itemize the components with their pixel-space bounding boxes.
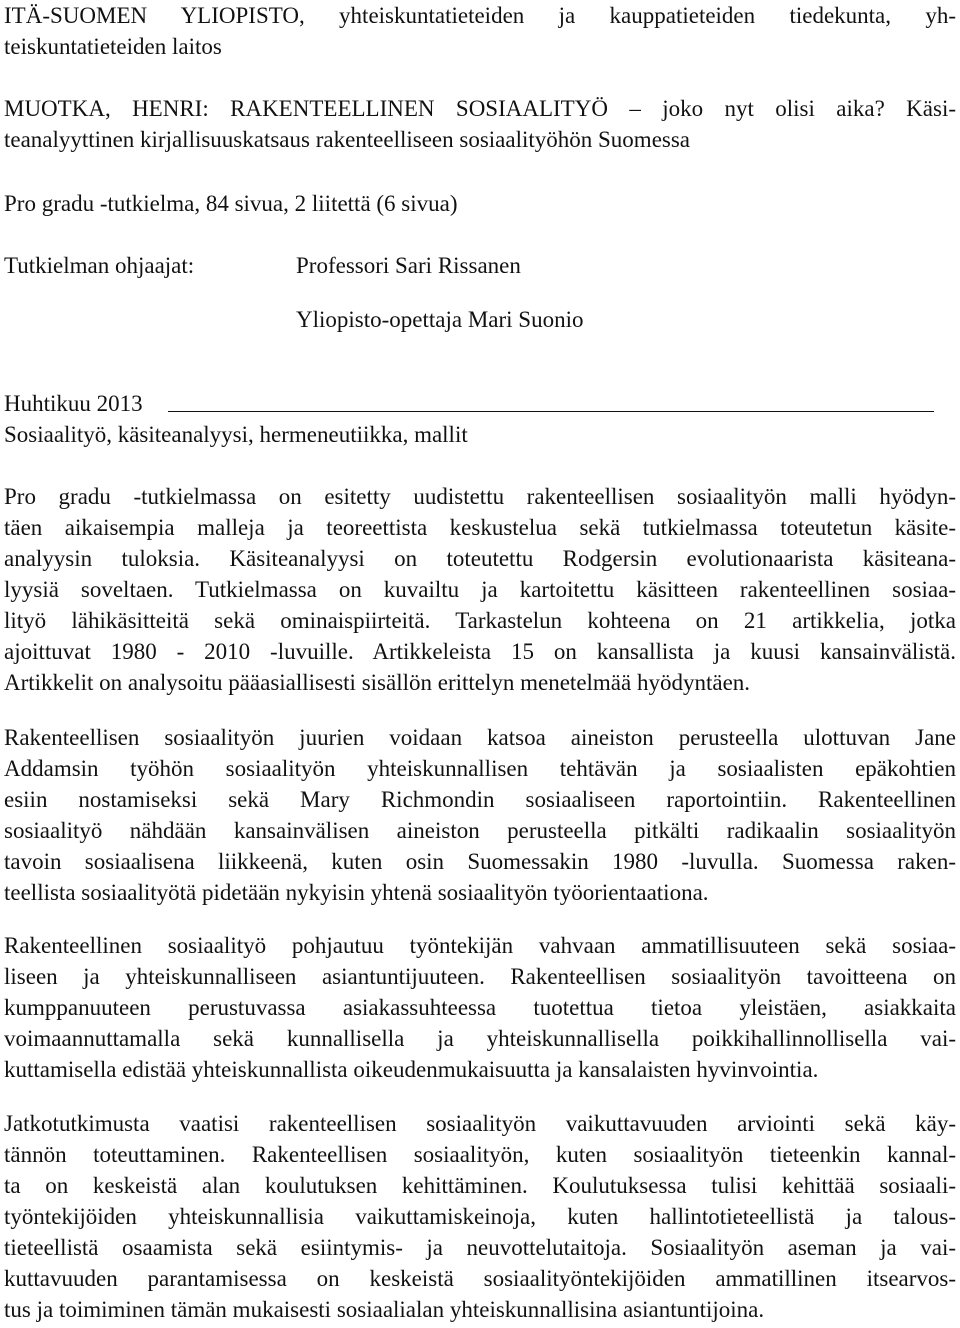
abstract-line: liseen ja yhteiskunnalliseen asiantuntijuuteen. Rakenteellisen sosiaalityön tavoitteena on: [4, 964, 956, 989]
abstract-line: Addamsin työhön sosiaalityön yhteiskunnallisen tehtävän ja sosiaalisten epäkohtien: [4, 756, 956, 781]
abstract-line: sosiaalityö nähdään kansainvälisen aineiston perusteella pitkälti radikaalin sosiaalityön: [4, 818, 956, 843]
thesis-title-line: teanalyyttinen kirjallisuuskatsaus rakenteelliseen sosiaalityöhön Suomessa: [4, 127, 691, 152]
abstract-line: tavoin sosiaalisena liikkeenä, kuten osin Suomessakin 1980 -luvulla. Suomessa raken-: [4, 849, 956, 874]
institution-line: ITÄ-SUOMEN YLIOPISTO, yhteiskuntatieteiden ja kauppatieteiden tiedekunta, yh-: [4, 3, 956, 28]
abstract-paragraph-1: [4, 481, 956, 698]
abstract-line: tieteellistä osaamista sekä esiintymis- ja neuvottelutaitoja. Sosiaalityön aseman ja vai-: [4, 1235, 956, 1260]
pages-info: Pro gradu -tutkielma, 84 sivua, 2 liitettä (6 sivua): [4, 191, 458, 216]
abstract-line: teellista sosiaalityötä pidetään nykyisin yhtenä sosiaalityön työorientaationa.: [4, 880, 709, 905]
abstract-line: voimaannuttamalla sekä kunnallisella ja yhteiskunnallisella poikkihallinnollisella vai-: [4, 1026, 956, 1051]
institution-line: teiskuntatieteiden laitos: [4, 34, 222, 59]
abstract-line: tus ja toimiminen tämän mukaisesti sosiaalialan yhteiskunnallisina asiantuntijoina.: [4, 1297, 765, 1322]
abstract-line: ajoittuvat 1980 - 2010 -luvuille. Artikkeleista 15 on kansallista ja kuusi kansainvälistä.: [4, 639, 956, 664]
institution-block: [4, 0, 956, 62]
abstract-line: Rakenteellinen sosiaalityö pohjautuu työntekijän vahvaan ammatillisuuteen sekä sosiaa-: [4, 933, 956, 958]
keywords: Sosiaalityö, käsiteanalyysi, hermeneutiikka, mallit: [4, 422, 468, 447]
abstract-line: analyysin tuloksia. Käsiteanalyysi on toteutettu Rodgersin evolutionaarista käsiteana-: [4, 546, 956, 571]
date: Huhtikuu 2013: [4, 391, 143, 416]
thesis-title-block: [4, 93, 956, 155]
abstract-line: kuttavuuden parantamisessa on keskeistä sosiaalityöntekijöiden ammatillinen itsearvos-: [4, 1266, 956, 1291]
abstract-line: työntekijöiden yhteiskunnallisia vaikuttamiskeinoja, kuten hallintotieteellistä ja talous-: [4, 1204, 956, 1229]
abstract-line: Rakenteellisen sosiaalityön juurien voidaan katsoa aineiston perusteella ulottuvan Jane: [4, 725, 956, 750]
abstract-line: kumppanuuteen perustuvassa asiakassuhteessa tuotettua tietoa yleistäen, asiakkaita: [4, 995, 956, 1020]
abstract-line: lityö lähikäsitteitä sekä ominaispiirteitä. Tarkastelun kohteena on 21 artikkelia, jotka: [4, 608, 956, 633]
abstract-paragraph-3: [4, 930, 956, 1085]
abstract-line: ta on keskeistä alan koulutuksen kehittäminen. Koulutuksessa tulisi kehittää sosiaali-: [4, 1173, 956, 1198]
date-underline: [168, 411, 934, 412]
abstract-line: Jatkotutkimusta vaatisi rakenteellisen sosiaalityön vaikuttavuuden arviointi sekä käy-: [4, 1111, 956, 1136]
abstract-paragraph-4: [4, 1108, 956, 1325]
supervisor-name: Yliopisto-opettaja Mari Suonio: [296, 307, 584, 332]
supervisor-name: Professori Sari Rissanen: [296, 253, 521, 278]
abstract-line: Artikkelit on analysoitu pääasiallisesti sisällön erittelyn menetelmää hyödyntäen.: [4, 670, 751, 695]
thesis-title-line: MUOTKA, HENRI: RAKENTEELLINEN SOSIAALITYÖ – joko nyt olisi aika? Käsi-: [4, 96, 956, 121]
abstract-paragraph-2: [4, 722, 956, 908]
abstract-line: lyysiä soveltaen. Tutkielmassa on kuvailtu ja kartoitettu käsitteen rakenteellinen sosiaa-: [4, 577, 956, 602]
abstract-line: esiin nostamiseksi sekä Mary Richmondin sosiaaliseen raportointiin. Rakenteellinen: [4, 787, 956, 812]
abstract-line: Pro gradu -tutkielmassa on esitetty uudistettu rakenteellisen sosiaalityön malli hyödyn-: [4, 484, 956, 509]
abstract-line: tännön toteuttaminen. Rakenteellisen sosiaalityön, kuten sosiaalityön tieteenkin kannal-: [4, 1142, 956, 1167]
abstract-line: kuttamisella edistää yhteiskunnallista oikeudenmukaisuutta ja kansalaisten hyvinvointia.: [4, 1057, 819, 1082]
abstract-line: täen aikaisempia malleja ja teoreettista keskustelua sekä tutkielmassa toteutetun käsite-: [4, 515, 956, 540]
supervisors-label: Tutkielman ohjaajat:: [4, 253, 195, 278]
